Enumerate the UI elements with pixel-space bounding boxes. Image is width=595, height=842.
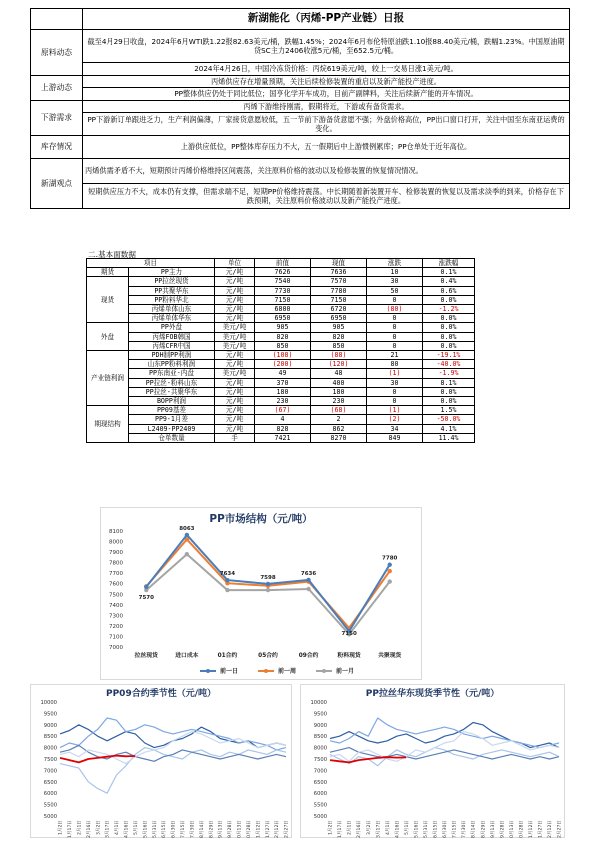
change-pct-cell: 0.0% (423, 387, 475, 396)
unit-cell: 元/吨 (215, 397, 255, 406)
x-tick-label: 11月27日 (538, 820, 544, 838)
data-label: 7150 (341, 631, 357, 638)
unit-cell: 元/吨 (215, 387, 255, 396)
header-change: 涨跌 (367, 259, 423, 268)
legend-label: 前一周 (278, 668, 297, 675)
prev-value-cell: 6950 (255, 314, 311, 323)
unit-cell: 美元/吨 (215, 332, 255, 341)
curr-value-cell: (88) (311, 351, 367, 360)
row-label-downstream: 下游需求 (31, 100, 83, 136)
view-line-1: 丙烯供需矛盾不大，短期预计丙烯价格维持区间震荡，关注原料价格的波动以及检修装置的恢复情况情况。 (83, 159, 570, 184)
x-tick-label: 6月30日 (443, 820, 449, 838)
change-cell: (1) (367, 369, 423, 378)
table-row (87, 277, 475, 286)
table-row (87, 341, 475, 350)
x-tick-label: 12月12日 (275, 820, 281, 838)
raw-material-line-1: 截至4月29日收盘，2024年6月WTI跌1.22报82.63美元/桶，跌幅1.45%；2024年6月布伦特原油跌1.10报88.40美元/桶，跌幅1.23%。中国原油期货SC主力2406收涨5元/桶，至652.5元/桶。 (83, 30, 570, 63)
y-tick-label: 8000 (109, 539, 123, 546)
legend-marker (264, 669, 268, 673)
series-point (388, 569, 392, 573)
y-tick-label: 10000 (310, 700, 327, 706)
header-change-pct: 涨跌幅 (423, 259, 475, 268)
y-tick-label: 8500 (43, 734, 57, 741)
item-cell: 丙烯单体山东 (129, 305, 215, 314)
x-tick-label: 3月17日 (376, 820, 382, 838)
curr-value-cell: 862 (311, 424, 367, 433)
y-tick-label: 5000 (43, 814, 57, 820)
x-tick-label: 6月15日 (162, 820, 168, 838)
x-tick-label: 1月17日 (68, 820, 74, 838)
y-tick-label: 10000 (40, 700, 57, 706)
table-row (87, 406, 475, 415)
curr-value-cell: 230 (311, 397, 367, 406)
unit-cell: 元/吨 (215, 295, 255, 304)
y-tick-label: 7200 (109, 623, 123, 630)
x-tick-label: 7月15日 (181, 820, 187, 838)
x-tick-label: 2月16日 (357, 820, 363, 838)
y-tick-label: 7600 (109, 581, 123, 588)
y-tick-label: 5000 (313, 814, 327, 820)
x-tick-label: 1月17日 (338, 820, 344, 838)
x-tick-label: 10月13日 (237, 820, 243, 838)
y-tick-label: 9000 (43, 722, 57, 729)
change-pct-cell: 0.0% (423, 295, 475, 304)
series-point (225, 578, 229, 582)
item-cell: PP拉丝-共聚华东 (129, 387, 215, 396)
y-tick-label: 7500 (109, 592, 123, 599)
unit-cell: 元/吨 (215, 314, 255, 323)
y-tick-label: 6500 (313, 779, 327, 786)
unit-cell: 元/吨 (215, 378, 255, 387)
change-pct-cell: 4.1% (423, 424, 475, 433)
curr-value-cell: 180 (311, 387, 367, 396)
x-tick-label: 9月13日 (218, 820, 224, 838)
x-tick-label: 10月28日 (519, 820, 525, 838)
unit-cell: 美元/吨 (215, 323, 255, 332)
table-row (87, 332, 475, 341)
data-label: 8063 (179, 525, 195, 532)
prev-value-cell: 49 (255, 369, 311, 378)
chart-title: PP09合约季节性（元/吨） (105, 689, 217, 699)
downstream-line-1: 丙烯下游维持刚需，假期将近，下游或有备货需求。 (83, 100, 570, 113)
change-cell: 30 (367, 378, 423, 387)
change-pct-cell: 0.4% (423, 277, 475, 286)
prev-value-cell: 820 (255, 332, 311, 341)
change-cell: 50 (367, 286, 423, 295)
table-row (87, 360, 475, 369)
change-pct-cell: 0.1% (423, 268, 475, 277)
prev-value-cell: 850 (255, 341, 311, 350)
item-cell: PP9-1月差 (129, 415, 215, 424)
prev-value-cell: 7730 (255, 286, 311, 295)
y-tick-label: 7100 (109, 634, 123, 641)
x-tick-label: 1月2日 (328, 820, 334, 836)
unit-cell: 元/吨 (215, 286, 255, 295)
curr-value-cell: 2 (311, 415, 367, 424)
row-label-inventory: 库存情况 (31, 136, 83, 159)
change-cell: 34 (367, 424, 423, 433)
change-cell: 80 (367, 360, 423, 369)
unit-cell: 元/吨 (215, 268, 255, 277)
change-cell: 30 (367, 277, 423, 286)
daily-report-table (30, 8, 570, 209)
x-tick-label: 7月30日 (190, 820, 196, 838)
x-tick-label: 2月1日 (347, 820, 353, 836)
prev-value-cell: (200) (255, 360, 311, 369)
x-tick-label: 拉丝现货 (134, 653, 158, 659)
x-tick-label: 8月29日 (481, 820, 487, 838)
market-structure-chart (100, 507, 422, 680)
table-row (87, 424, 475, 433)
x-tick-label: 5月16日 (143, 820, 149, 838)
header-curr: 现值 (311, 259, 367, 268)
unit-cell: 元/吨 (215, 277, 255, 286)
category-cell: 期货 (87, 268, 129, 277)
item-cell: 丙烯单体华东 (129, 314, 215, 323)
unit-cell: 元/吨 (215, 424, 255, 433)
header-prev: 前值 (255, 259, 311, 268)
prev-value-cell: 7150 (255, 295, 311, 304)
change-pct-cell: -1.2% (423, 305, 475, 314)
curr-value-cell: (120) (311, 360, 367, 369)
x-tick-label: 进口成本 (175, 653, 199, 659)
x-tick-label: 9月28日 (500, 820, 506, 838)
x-tick-label: 11月27日 (265, 820, 271, 838)
item-cell: 仓单数量 (129, 433, 215, 442)
change-cell: 0 (367, 332, 423, 341)
series-point (266, 588, 270, 592)
change-pct-cell: 0.0% (423, 323, 475, 332)
market-structure-svg (100, 507, 422, 680)
x-tick-label: 1月2日 (58, 820, 64, 836)
unit-cell: 元/吨 (215, 351, 255, 360)
table-row (87, 397, 475, 406)
change-cell: (1) (367, 406, 423, 415)
x-tick-label: 9月13日 (490, 820, 496, 838)
change-pct-cell: 0.0% (423, 314, 475, 323)
data-label: 7780 (382, 555, 398, 562)
x-tick-label: 3月2日 (96, 820, 102, 836)
unit-cell: 手 (215, 433, 255, 442)
curr-value-cell: 850 (311, 341, 367, 350)
series-point (144, 585, 148, 589)
table-row (87, 323, 475, 332)
change-pct-cell: -40.0% (423, 360, 475, 369)
change-pct-cell: 0.6% (423, 286, 475, 295)
downstream-line-2: PP下游新订单跟进乏力，生产利润偏薄，厂家接货意愿较低，五一节前下游备货意愿不强；外盘价格高位，PP出口窗口打开，关注中国至东南亚运费的变化。 (83, 113, 570, 136)
prev-value-cell: 370 (255, 378, 311, 387)
x-tick-label: 12月27日 (284, 820, 290, 838)
series-point (306, 578, 310, 582)
change-pct-cell: 0.0% (423, 341, 475, 350)
y-tick-label: 6500 (43, 779, 57, 786)
change-cell: (80) (367, 305, 423, 314)
y-tick-label: 9000 (313, 722, 327, 729)
change-cell: 21 (367, 351, 423, 360)
section-title: 二.基本面数据 (88, 250, 136, 259)
change-cell: 0 (367, 295, 423, 304)
curr-value-cell: 820 (311, 332, 367, 341)
y-tick-label: 7000 (313, 768, 327, 775)
x-tick-label: 4月1日 (115, 820, 121, 836)
x-tick-label: 9月28日 (228, 820, 234, 838)
category-cell: 现货 (87, 277, 129, 323)
curr-value-cell: 7780 (311, 286, 367, 295)
change-cell: 0 (367, 387, 423, 396)
table-header-row (87, 259, 475, 268)
curr-value-cell: 7636 (311, 268, 367, 277)
y-tick-label: 7000 (43, 768, 57, 775)
inventory-line-1: 上游供应低位，PP整体库存压力不大，五一假期后中上游惯例累库；PP仓单处于近年高位。 (83, 136, 570, 159)
category-cell: 期现结构 (87, 406, 129, 443)
x-tick-label: 6月15日 (433, 820, 439, 838)
item-cell: PP共聚华东 (129, 286, 215, 295)
report-title: 新湖能化（丙烯-PP产业链）日报 (83, 9, 570, 30)
header-item: 项目 (87, 259, 215, 268)
x-tick-label: 4月16日 (395, 820, 401, 838)
curr-value-cell: 48 (311, 369, 367, 378)
y-tick-label: 5500 (43, 802, 57, 809)
x-tick-label: 3月17日 (105, 820, 111, 838)
curr-value-cell: 6950 (311, 314, 367, 323)
upstream-line-1: 丙烯供应存在增量预期，关注后续检修装置的重启以及新产能投产进度。 (83, 75, 570, 88)
y-tick-label: 7500 (313, 757, 327, 763)
y-tick-label: 8000 (43, 745, 57, 752)
change-pct-cell: 1.5% (423, 406, 475, 415)
raw-material-line-2: 2024年4月26日，中国冷冻货价格：丙烷619美元/吨，较上一交易日涨1美元/吨。 (83, 63, 570, 76)
x-tick-label: 8月29日 (209, 820, 215, 838)
y-tick-label: 7400 (109, 602, 123, 609)
change-pct-cell: 0.0% (423, 397, 475, 406)
prev-value-cell: (108) (255, 351, 311, 360)
change-pct-cell: -1.9% (423, 369, 475, 378)
unit-cell: 美元/吨 (215, 341, 255, 350)
item-cell: PP外盘 (129, 323, 215, 332)
prev-value-cell: 7421 (255, 433, 311, 442)
curr-value-cell: 400 (311, 378, 367, 387)
change-cell: 0 (367, 397, 423, 406)
table-row (87, 305, 475, 314)
prev-value-cell: (67) (255, 406, 311, 415)
x-tick-label: 8月14日 (471, 820, 477, 838)
category-cell: 外盘 (87, 323, 129, 351)
item-cell: L2409-PP2409 (129, 424, 215, 433)
curr-value-cell: (68) (311, 406, 367, 415)
chart-title: PP市场结构（元/吨） (209, 513, 313, 525)
y-tick-label: 9500 (43, 711, 57, 718)
legend-label: 前一月 (336, 668, 355, 675)
x-tick-label: 11月12日 (528, 820, 534, 838)
upstream-line-2: PP整体供应仍处于同比低位；国亨化学开车成功，目前产副牌料，关注后续新产能的开车情况。 (83, 88, 570, 101)
change-cell: (2) (367, 415, 423, 424)
y-tick-label: 7800 (109, 560, 123, 567)
header-unit: 单位 (215, 259, 255, 268)
change-pct-cell: 11.4% (423, 433, 475, 442)
series-point (185, 533, 189, 537)
change-pct-cell: -19.1% (423, 351, 475, 360)
table-row (87, 415, 475, 424)
series-point (388, 563, 392, 567)
change-cell: 0 (367, 341, 423, 350)
x-tick-label: 12月27日 (557, 820, 563, 838)
item-cell: PP09基差 (129, 406, 215, 415)
table-row (87, 351, 475, 360)
legend-label: 前一日 (220, 668, 239, 675)
prev-value-cell: 905 (255, 323, 311, 332)
table-row (87, 268, 475, 277)
x-tick-label: 2月1日 (77, 820, 83, 836)
unit-cell: 元/吨 (215, 406, 255, 415)
unit-cell: 元/吨 (215, 415, 255, 424)
x-tick-label: 粉料现货 (337, 653, 361, 659)
prev-value-cell: 230 (255, 397, 311, 406)
change-pct-cell: 0.0% (423, 332, 475, 341)
y-tick-label: 8100 (109, 529, 123, 535)
change-cell: 10 (367, 268, 423, 277)
curr-value-cell: 905 (311, 323, 367, 332)
item-cell: PDH制PP利润 (129, 351, 215, 360)
item-cell: PP主力 (129, 268, 215, 277)
y-tick-label: 5500 (313, 802, 327, 809)
x-tick-label: 11月12日 (256, 820, 262, 838)
chart-title: PP拉丝华东现货季节性（元/吨） (365, 689, 500, 699)
change-cell: 0 (367, 323, 423, 332)
y-tick-label: 6000 (43, 791, 57, 798)
x-tick-label: 5月31日 (152, 820, 158, 838)
y-tick-label: 8500 (313, 734, 327, 741)
series-point (306, 587, 310, 591)
prev-value-cell: 180 (255, 387, 311, 396)
prev-value-cell: 7626 (255, 268, 311, 277)
unit-cell: 美元/吨 (215, 369, 255, 378)
x-tick-label: 10月28日 (246, 820, 252, 838)
curr-value-cell: 7570 (311, 277, 367, 286)
change-cell: 0 (367, 314, 423, 323)
y-tick-label: 7500 (43, 757, 57, 763)
series-point (266, 582, 270, 586)
data-label: 7570 (138, 594, 154, 601)
change-pct-cell: -50.0% (423, 415, 475, 424)
y-tick-label: 8000 (313, 745, 327, 752)
x-tick-label: 05合约 (258, 653, 278, 659)
view-line-2: 短期供应压力不大，成本仍有支撑，但需求端不足，短期PP价格维持震荡。中长期随着新装置开车、检修装置的恢复以及需求淡季的到来，价格存在下跌预期，关注原料价格波动以及新产能投产进度。 (83, 184, 570, 209)
table-row (87, 314, 475, 323)
data-label: 7636 (300, 570, 317, 577)
item-cell: BOPP利润 (129, 397, 215, 406)
change-cell: 849 (367, 433, 423, 442)
table-row (87, 295, 475, 304)
x-tick-label: 5月16日 (414, 820, 420, 838)
item-cell: PP拉丝现货 (129, 277, 215, 286)
x-tick-label: 12月12日 (548, 820, 554, 838)
y-tick-label: 6000 (313, 791, 327, 798)
prev-value-cell: 828 (255, 424, 311, 433)
table-row (87, 387, 475, 396)
legend-marker (206, 669, 210, 673)
x-tick-label: 4月16日 (124, 820, 130, 838)
y-tick-label: 7900 (109, 550, 123, 557)
raffia-seasonality-chart (300, 684, 565, 838)
fundamentals-table (86, 258, 475, 443)
x-tick-label: 4月1日 (385, 820, 391, 836)
table-row (87, 433, 475, 442)
item-cell: PP拉丝-粉料山东 (129, 378, 215, 387)
table-row (87, 378, 475, 387)
row-label-view: 新湖观点 (31, 159, 83, 209)
y-tick-label: 9500 (313, 711, 327, 718)
x-tick-label: 3月2日 (366, 820, 372, 836)
row-label-raw-material: 原料动态 (31, 30, 83, 76)
series-point (388, 579, 392, 583)
unit-cell: 元/吨 (215, 305, 255, 314)
x-tick-label: 7月15日 (452, 820, 458, 838)
prev-value-cell: 6800 (255, 305, 311, 314)
table-row (87, 369, 475, 378)
item-cell: 丙烯CFR中国 (129, 341, 215, 350)
y-tick-label: 7000 (109, 645, 123, 651)
x-tick-label: 2月16日 (86, 820, 92, 838)
x-tick-label: 5月31日 (424, 820, 430, 838)
x-tick-label: 01合约 (217, 653, 238, 659)
x-tick-label: 8月14日 (199, 820, 205, 838)
x-tick-label: 5月1日 (133, 820, 139, 836)
prev-value-cell: 4 (255, 415, 311, 424)
data-label: 7598 (260, 574, 276, 581)
x-tick-label: 共聚现货 (378, 653, 402, 659)
table-row (87, 286, 475, 295)
curr-value-cell: 7150 (311, 295, 367, 304)
y-tick-label: 7700 (109, 571, 123, 578)
item-cell: 山东PP粉料利润 (129, 360, 215, 369)
series-point (225, 588, 229, 592)
series-point (185, 552, 189, 556)
x-tick-label: 5月1日 (404, 820, 410, 836)
prev-value-cell: 7540 (255, 277, 311, 286)
y-tick-label: 7300 (109, 613, 123, 620)
x-tick-label: 10月13日 (509, 820, 515, 838)
curr-value-cell: 6720 (311, 305, 367, 314)
x-tick-label: 09合约 (298, 653, 319, 659)
pp09-seasonality-chart (30, 684, 292, 838)
category-cell: 产业链利润 (87, 351, 129, 406)
row-label-upstream: 上游动态 (31, 75, 83, 100)
curr-value-cell: 8270 (311, 433, 367, 442)
change-pct-cell: 8.1% (423, 378, 475, 387)
item-cell: PP粉料华北 (129, 295, 215, 304)
data-label: 7634 (219, 571, 236, 578)
pp09-seasonality-svg (30, 684, 292, 838)
item-cell: PP东南亚-内盘 (129, 369, 215, 378)
unit-cell: 元/吨 (215, 360, 255, 369)
item-cell: 丙烯FOB韩国 (129, 332, 215, 341)
legend-marker (322, 669, 326, 673)
x-tick-label: 7月30日 (462, 820, 468, 838)
raffia-seasonality-svg (300, 684, 565, 838)
x-tick-label: 6月30日 (171, 820, 177, 838)
